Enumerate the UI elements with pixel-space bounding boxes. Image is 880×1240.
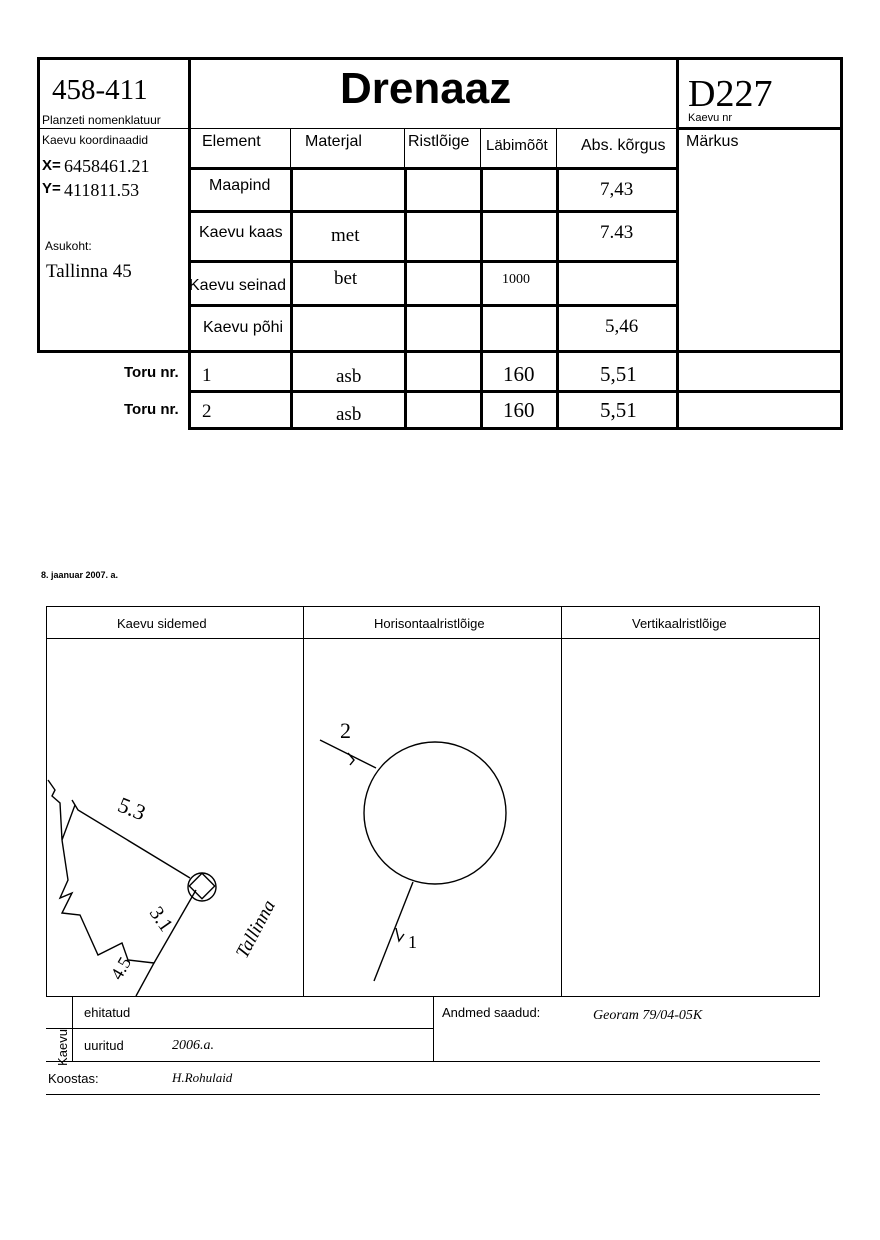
sheet-number-label: Planzeti nomenklatuur (42, 113, 161, 127)
row-abs-height: 7.43 (600, 222, 634, 243)
page-title: Drenaaz (340, 64, 512, 113)
built-label: ehitatud (84, 1005, 131, 1020)
side-label: Kaevu (54, 1029, 70, 1066)
pipe-material: asb (336, 404, 362, 425)
sheet-number: 458-411 (52, 74, 148, 106)
col-header-remark: Märkus (686, 133, 739, 150)
pipe-mark-label: 2 (340, 718, 351, 743)
row-material: bet (334, 268, 358, 289)
document-date: 8. jaanuar 2007. a. (41, 570, 119, 580)
pipe-diameter: 160 (503, 398, 535, 422)
row-material: met (331, 225, 360, 246)
sketch-label: 5.3 (114, 791, 150, 826)
col-header-diameter: Läbimõõt (486, 137, 548, 154)
x-label: X= (42, 157, 61, 174)
location-label: Asukoht: (45, 239, 92, 253)
data-source-value: Georam 79/04-05K (593, 1008, 703, 1023)
col-header-material: Materjal (305, 133, 362, 150)
panel-title-vertical: Vertikaalristlõige (632, 616, 727, 631)
x-coordinate: 6458461.21 (64, 156, 150, 176)
y-label: Y= (42, 180, 61, 197)
pipe-mark-label: 1 (408, 932, 417, 952)
y-coordinate: 411811.53 (64, 180, 140, 200)
panel-title-connections: Kaevu sidemed (117, 616, 207, 631)
panel-title-horizontal: Horisontaalristlõige (374, 616, 485, 631)
compiled-value: H.Rohulaid (172, 1070, 233, 1085)
surveyed-value: 2006.a. (172, 1038, 214, 1053)
data-source-label: Andmed saadud: (442, 1005, 541, 1020)
coordinates-label: Kaevu koordinaadid (42, 133, 149, 147)
location-value: Tallinna 45 (46, 261, 132, 282)
row-element: Kaevu põhi (203, 319, 284, 336)
pipe-label: Toru nr. (124, 364, 179, 381)
col-header-section: Ristlõige (408, 133, 470, 150)
sketch-label: 4.5 (106, 953, 136, 983)
well-number-label: Kaevu nr (688, 112, 733, 124)
row-element: Kaevu kaas (199, 224, 283, 241)
col-header-element: Element (202, 133, 261, 150)
pipe-abs-height: 5,51 (600, 362, 637, 386)
row-abs-height: 5,46 (605, 316, 639, 337)
sketch-label-street: Tallinna (232, 896, 280, 962)
pipe-diameter: 160 (503, 362, 535, 386)
pipe-number: 2 (202, 401, 212, 422)
row-abs-height: 7,43 (600, 179, 634, 200)
pipe-label: Toru nr. (124, 401, 179, 418)
compiled-label: Koostas: (48, 1071, 99, 1086)
row-element: Kaevu seinad (189, 277, 286, 294)
surveyed-label: uuritud (84, 1038, 124, 1053)
pipe-number: 1 (202, 365, 212, 386)
sketch-label: 3.1 (144, 902, 178, 936)
pipe-abs-height: 5,51 (600, 398, 637, 422)
row-diameter: 1000 (502, 272, 530, 287)
col-header-abs-height: Abs. kõrgus (581, 137, 666, 154)
pipe-material: asb (336, 366, 362, 387)
row-element: Maapind (209, 177, 271, 194)
well-number: D227 (688, 73, 773, 115)
